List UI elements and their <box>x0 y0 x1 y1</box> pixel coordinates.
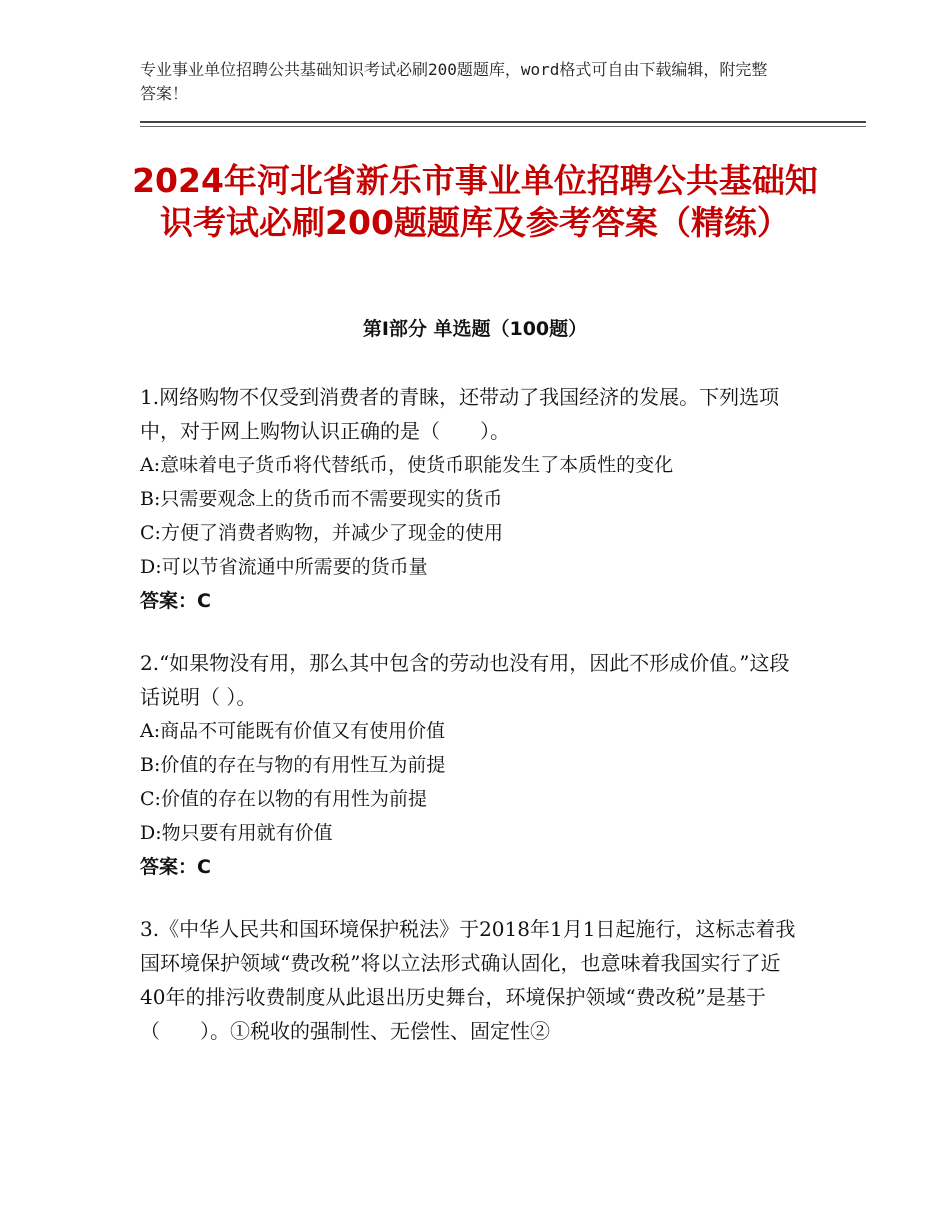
option-d: D:物只要有用就有价值 <box>140 822 333 844</box>
question-2 <box>140 646 805 884</box>
answer: 答案：C <box>140 856 211 878</box>
question-3 <box>140 912 805 1048</box>
option-b: B:只需要观念上的货币而不需要现实的货币 <box>140 488 503 510</box>
option-b: B:价值的存在与物的有用性互为前提 <box>140 754 446 776</box>
option-d: D:可以节省流通中所需要的货币量 <box>140 556 428 578</box>
question-text: 2.“如果物没有用，那么其中包含的劳动也没有用，因此不形成价值。”这段话说明（ ）。 <box>140 651 790 709</box>
question-list <box>140 380 805 1076</box>
question-text: 3.《中华人民共和国环境保护税法》于2018年1月1日起施行，这标志着我国环境保护领域“费改税”将以立法形式确认固化，也意味着我国实行了近40年的排污收费制度从此退出历史舞台，环境保护领域“费改税”是基于（ ）。①税收的强制性、无偿性、固定性② <box>140 917 796 1043</box>
document-title: 2024年河北省新乐市事业单位招聘公共基础知识考试必刷200题题库及参考答案（精练） <box>132 161 818 242</box>
header-note: 专业事业单位招聘公共基础知识考试必刷200题题库，word格式可自由下载编辑，附完整答案！ <box>140 60 768 103</box>
section-heading: 第Ⅰ部分 单选题（100题） <box>362 318 588 340</box>
question-1 <box>140 380 805 618</box>
option-c: C:方便了消费者购物，并减少了现金的使用 <box>140 522 503 544</box>
header-divider-thick <box>140 121 866 123</box>
header-divider-thin <box>140 126 866 127</box>
question-text: 1.网络购物不仅受到消费者的青睐，还带动了我国经济的发展。下列选项中，对于网上购物认识正确的是（ ）。 <box>140 385 780 443</box>
option-c: C:价值的存在以物的有用性为前提 <box>140 788 427 810</box>
option-a: A:意味着电子货币将代替纸币，使货币职能发生了本质性的变化 <box>140 454 674 476</box>
option-a: A:商品不可能既有价值又有使用价值 <box>140 720 446 742</box>
answer: 答案：C <box>140 590 211 612</box>
